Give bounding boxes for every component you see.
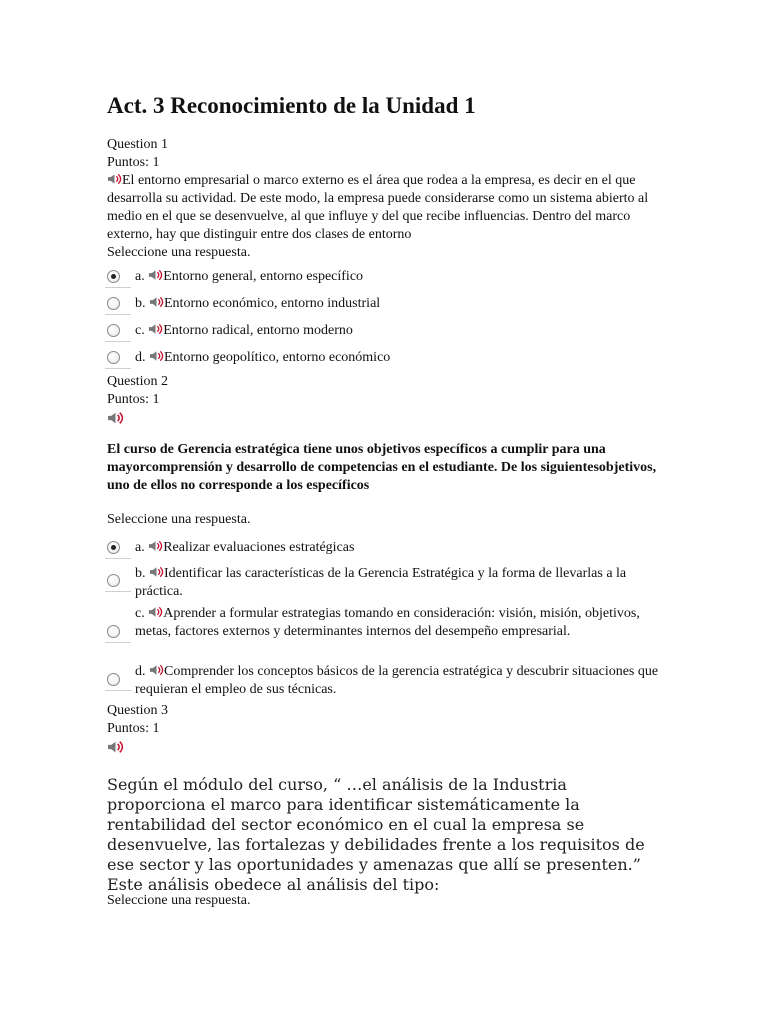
answer-option-c[interactable]: [107, 322, 667, 340]
option-letter: a.: [135, 269, 145, 284]
option-text: Identificar las características de la Gerencia Estratégica y la forma de llevarlas a la práctica.: [135, 566, 627, 599]
divider: [105, 368, 131, 369]
divider: [105, 642, 131, 643]
speaker-icon[interactable]: [107, 173, 122, 185]
option-letter: b.: [135, 296, 146, 311]
speaker-icon[interactable]: [107, 740, 124, 754]
divider: [105, 287, 131, 288]
answer-option-d[interactable]: [107, 663, 667, 699]
select-instruction: Seleccione una respuesta.: [107, 893, 251, 908]
question-1: [107, 136, 667, 262]
answer-option-c[interactable]: [107, 605, 667, 641]
speaker-icon[interactable]: [149, 350, 164, 362]
option-text: Entorno radical, entorno moderno: [163, 323, 353, 338]
question-points: Puntos: 1: [107, 721, 160, 736]
speaker-icon[interactable]: [148, 269, 163, 281]
option-letter: c.: [135, 606, 145, 621]
option-letter: d.: [135, 350, 146, 365]
speaker-icon[interactable]: [149, 664, 164, 676]
question-text: Según el módulo del curso, “ …el análisis de la Industria proporciona el marco para identificar sistemáticamente la rentabilidad del sector económico en el cual la empresa se desenvuelve, las fortalezas y debilidades frente a los requisitos de ese sector y las oportunidades y amenazas que allí se presenten.” Este análisis obedece al análisis del tipo:: [107, 775, 645, 894]
divider: [105, 558, 131, 559]
question-points: Puntos: 1: [107, 392, 160, 407]
question-2: [107, 373, 667, 529]
option-text: Entorno general, entorno específico: [163, 269, 364, 284]
speaker-icon[interactable]: [149, 566, 164, 578]
answer-option-b[interactable]: [107, 295, 667, 313]
question-label: Question 1: [107, 137, 169, 152]
option-text: Realizar evaluaciones estratégicas: [163, 540, 355, 555]
speaker-icon[interactable]: [148, 323, 163, 335]
option-text: Aprender a formular estrategias tomando en consideración: visión, misión, objetivos, metas, factores externos y determinantes internos del desempeño empresarial.: [135, 606, 640, 639]
option-letter: d.: [135, 664, 146, 679]
select-instruction: Seleccione una respuesta.: [107, 512, 251, 527]
page-title: Act. 3 Reconocimiento de la Unidad 1: [107, 93, 476, 118]
option-text: Entorno geopolítico, entorno económico: [164, 350, 391, 365]
question-prompt: [107, 172, 667, 244]
divider: [105, 314, 131, 315]
select-instruction: Seleccione una respuesta.: [107, 245, 251, 260]
answer-option-a[interactable]: [107, 539, 667, 557]
divider: [105, 341, 131, 342]
answer-option-a[interactable]: [107, 268, 667, 286]
option-letter: a.: [135, 540, 145, 555]
speaker-icon[interactable]: [148, 540, 163, 552]
option-text: Comprender los conceptos básicos de la gerencia estratégica y descubrir situaciones que requieran el empleo de sus técnicas.: [135, 664, 659, 697]
question-3: [107, 702, 667, 754]
answer-option-b[interactable]: [107, 565, 667, 601]
speaker-icon[interactable]: [107, 411, 124, 425]
speaker-icon[interactable]: [148, 606, 163, 618]
question-label: Question 3: [107, 703, 169, 718]
answer-option-d[interactable]: [107, 349, 667, 367]
question-text: El curso de Gerencia estratégica tiene unos objetivos específicos a cumplir para una mayorcomprensión y desarrollo de competencias en el estudiante. De los siguientesobjetivos, uno de ellos no corresponde a los específicos: [107, 442, 657, 493]
question-label: Question 2: [107, 374, 169, 389]
option-text: Entorno económico, entorno industrial: [164, 296, 381, 311]
question-points: Puntos: 1: [107, 155, 160, 170]
speaker-icon[interactable]: [149, 296, 164, 308]
question-text: El entorno empresarial o marco externo es el área que rodea a la empresa, es decir en el que desarrolla su actividad. De este modo, la empresa puede considerarse como un sistema abierto al medio en el que se desenvuelve, al que influye y del que recibe influencias. Dentro del marco externo, hay que distinguir entre dos clases de entorno: [107, 173, 649, 242]
option-letter: b.: [135, 566, 146, 581]
option-letter: c.: [135, 323, 145, 338]
